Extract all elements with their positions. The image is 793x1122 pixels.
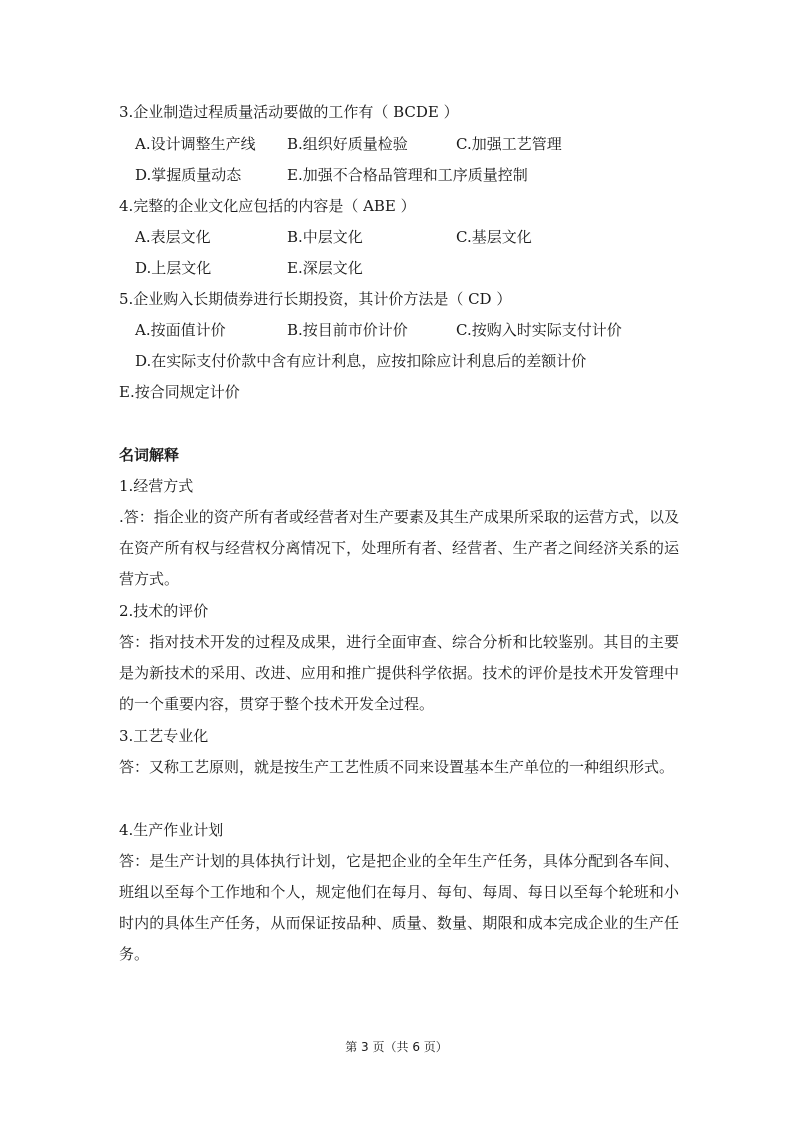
question-4-option-a: A.表层文化 [135, 228, 211, 246]
term-2-title: 2.技术的评价 [119, 602, 209, 620]
term-2-answer: 答：指对技术开发的过程及成果，进行全面审查、综合分析和比较鉴别。其目的主要是为新技术的采用、改进、应用和推广提供科学依据。技术的评价是技术开发管理中的一个重要内容，贯穿于整个技术开发全过程。 [119, 633, 679, 713]
question-5-option-d: D.在实际支付价款中含有应计利息，应按扣除应计利息后的差额计价 [135, 352, 587, 370]
question-4-option-d: D.上层文化 [135, 259, 212, 277]
term-3-answer: 答：又称工艺原则，就是按生产工艺性质不同来设置基本生产单位的一种组织形式。 [119, 758, 675, 776]
question-5-option-b: B.按目前市价计价 [287, 321, 408, 339]
question-5-option-c: C.按购入时实际支付计价 [456, 321, 622, 339]
page-number-footer: 第 3 页（共 6 页） [345, 1040, 448, 1054]
question-4-option-c: C.基层文化 [456, 228, 532, 246]
question-4-option-b: B.中层文化 [287, 228, 363, 246]
question-3-option-c: C.加强工艺管理 [456, 135, 562, 153]
question-4-option-e: E.深层文化 [287, 259, 363, 277]
question-3-option-d: D.掌握质量动态 [135, 166, 242, 184]
section-title: 名词解释 [119, 446, 180, 464]
term-1-answer: .答：指企业的资产所有者或经营者对生产要素及其生产成果所采取的运营方式，以及在资产所有权与经营权分离情况下，处理所有者、经营者、生产者之间经济关系的运营方式。 [119, 508, 679, 588]
question-5-option-a: A.按面值计价 [135, 321, 226, 339]
term-1-title: 1.经营方式 [119, 477, 194, 495]
term-4-answer: 答：是生产计划的具体执行计划，它是把企业的全年生产任务，具体分配到各车间、班组以至每个工作地和个人，规定他们在每月、每旬、每周、每日以至每个轮班和小时内的具体生产任务，从而保证按品种、质量、数量、期限和成本完成企业的生产任务。 [119, 852, 679, 963]
term-3-title: 3.工艺专业化 [119, 727, 209, 745]
question-3-option-a: A.设计调整生产线 [135, 135, 256, 153]
question-3-option-e: E.加强不合格品管理和工序质量控制 [287, 166, 528, 184]
question-3-stem: 3.企业制造过程质量活动要做的工作有（ BCDE ） [119, 103, 459, 121]
question-5-option-e: E.按合同规定计价 [119, 383, 240, 401]
term-4-title: 4.生产作业计划 [119, 821, 224, 839]
question-4-stem: 4.完整的企业文化应包括的内容是（ ABE ） [119, 197, 416, 215]
question-3-option-b: B.组织好质量检验 [287, 135, 408, 153]
question-5-stem: 5.企业购入长期债券进行长期投资，其计价方法是（ CD ） [119, 290, 512, 308]
